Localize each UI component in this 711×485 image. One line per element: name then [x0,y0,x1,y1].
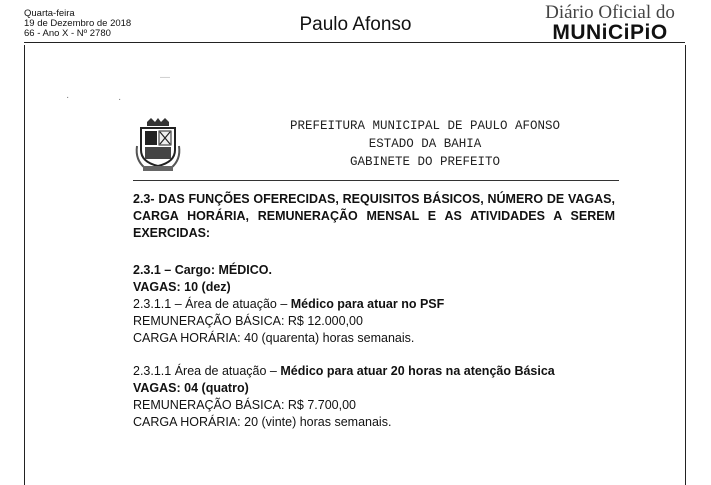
section-title: 2.3- DAS FUNÇÕES OFERECIDAS, REQUISITOS BÁSICOS, NÚMERO DE VAGAS, CARGA HORÁRIA, REMUNERAÇÃO MENSAL E AS ATIVIDADES A SEREM EXERCIDAS: [133,192,615,240]
scan-speck: · [66,92,70,103]
carga-horaria-2: CARGA HORÁRIA: 20 (vinte) horas semanais. [133,415,392,429]
logo-bottom-text: MUNiCiPiO [552,21,668,44]
page-header [0,0,711,44]
scan-speck: · [118,94,122,105]
issue-date: 19 de Dezembro de 2018 [24,18,132,29]
area-atuacao-2 [133,364,555,378]
scan-speck: — [160,72,170,83]
vagas-total: VAGAS: 10 (dez) [133,280,231,294]
cargo-title: 2.3.1 – Cargo: MÉDICO. [133,263,272,277]
remuneracao-1: REMUNERAÇÃO BÁSICA: R$ 12.000,00 [133,314,363,328]
diario-oficial-logo [535,3,685,43]
prefeitura-heading: PREFEITURA MUNICIPAL DE PAULO AFONSO [289,119,561,133]
area2-value: Médico para atuar 20 horas na atenção Básica [280,364,555,378]
logo-top-text: Diário Oficial do [545,2,675,23]
vagas-2: VAGAS: 04 (quatro) [133,381,249,395]
city-title: Paulo Afonso [299,14,412,35]
header-divider [24,42,685,43]
letterhead-divider [133,180,619,181]
estado-heading: ESTADO DA BAHIA [368,137,482,151]
remuneracao-2: REMUNERAÇÃO BÁSICA: R$ 7.700,00 [133,398,356,412]
weekday: Quarta-feira [24,8,75,19]
gabinete-heading: GABINETE DO PREFEITO [349,155,501,169]
area2-prefix: 2.3.1.1 Área de atuação – [133,364,281,378]
area-atuacao-1 [133,297,444,311]
area1-value: Médico para atuar no PSF [290,297,445,311]
municipal-crest-icon [133,116,183,174]
area1-prefix: 2.3.1.1 – Área de atuação – [133,297,291,311]
edition-number: 66 - Ano X - Nº 2780 [24,28,111,39]
carga-horaria-1: CARGA HORÁRIA: 40 (quarenta) horas semanais. [133,331,415,345]
